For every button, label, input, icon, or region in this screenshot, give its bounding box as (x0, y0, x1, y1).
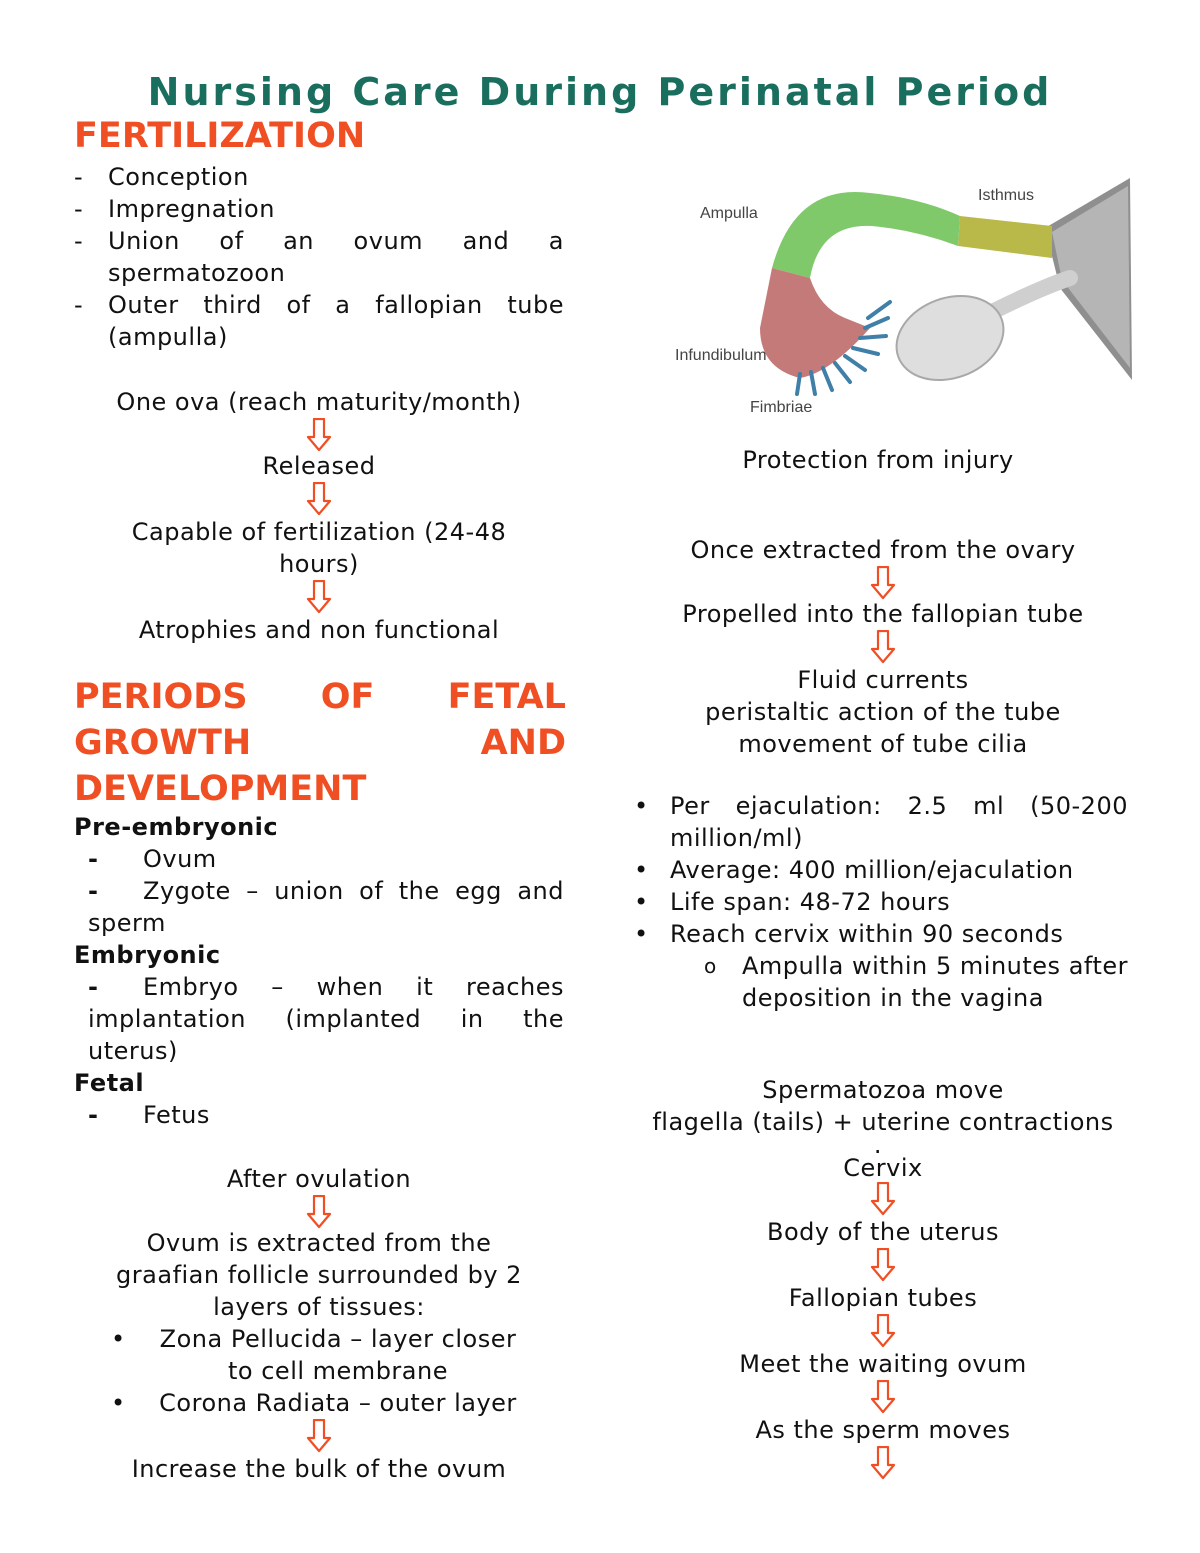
infundibulum-label: Infundibulum (675, 347, 767, 364)
ampulla-segment (772, 192, 960, 278)
flow-step: After ovulation (226, 1165, 412, 1193)
down-arrow-icon (870, 1248, 896, 1282)
list-item: - Union of an ovum and a spermatozoon (74, 225, 564, 289)
down-arrow-icon (306, 482, 332, 516)
flow-step: Increase the bulk of the ovum (131, 1455, 507, 1483)
list-item: • Corona Radiata – outer layer (109, 1387, 529, 1419)
list-item: • Zona Pellucida – layer closer to cell membrane (109, 1323, 529, 1387)
heading-word: OF (320, 677, 375, 717)
flow-step: Meet the waiting ovum (739, 1350, 1027, 1378)
down-arrow-icon (870, 1446, 896, 1480)
list-item: - Impregnation (74, 193, 564, 225)
down-arrow-icon (306, 580, 332, 614)
down-arrow-icon (306, 1195, 332, 1229)
flow-step: Fluid currents (797, 666, 969, 694)
fetus-text: Fetus (143, 1101, 210, 1129)
list-item: - Ovum (88, 845, 217, 873)
layers-list (109, 1323, 529, 1419)
sperm-path-flow (628, 1074, 1138, 1480)
list-item: - Zygote – union of the egg and sperm (88, 877, 564, 937)
down-arrow-icon (306, 418, 332, 452)
ovulation-flow (74, 1163, 564, 1485)
heading-word: FETAL (447, 677, 566, 717)
ovary (885, 282, 1016, 395)
flow-step: One ova (reach maturity/month) (116, 388, 522, 416)
isthmus-segment (958, 216, 1052, 258)
list-item: • Life span: 48-72 hours (632, 886, 1128, 918)
flow-step: Fallopian tubes (788, 1284, 978, 1312)
pre-embryonic-label: Pre-embryonic (74, 813, 279, 841)
isthmus-label: Isthmus (978, 187, 1035, 204)
flow-step: Body of the uterus (767, 1218, 999, 1246)
down-arrow-icon (870, 1314, 896, 1348)
flow-step: As the sperm moves (755, 1416, 1011, 1444)
down-arrow-icon (870, 630, 896, 664)
ovum-text: Ovum (143, 845, 217, 873)
sperm-facts-list (632, 790, 1128, 950)
ova-flow (74, 386, 564, 646)
fimbriae-label: Fimbriae (750, 399, 813, 416)
heading-word: PERIODS (74, 677, 248, 717)
flow-step: movement of tube cilia (738, 730, 1028, 758)
heading-word: AND (480, 723, 566, 763)
ovarian-ligament (990, 278, 1070, 313)
flow-step: Propelled into the fallopian tube (682, 600, 1084, 628)
flow-step: Once extracted from the ovary (690, 536, 1076, 564)
list-item: o Ampulla within 5 minutes after deposition in the vagina (704, 950, 1128, 1014)
flow-step: Atrophies and non functional (138, 616, 500, 644)
embryo-text: Embryo – when it reaches implantation (implanted in the uterus) (88, 973, 564, 1065)
flow-step: Ovum is extracted from the graafian follicle surrounded by 2 layers of tissues: (116, 1229, 522, 1321)
flow-step: Released (262, 452, 376, 480)
heading-line: DEVELOPMENT (74, 769, 367, 809)
heading-word: GROWTH (74, 723, 252, 763)
list-item: • Per ejaculation: 2.5 ml (50-200 million/ml) (632, 790, 1128, 854)
zygote-text: Zygote – union of the egg and sperm (88, 877, 564, 937)
ovary-flow (628, 534, 1138, 760)
list-item: • Average: 400 million/ejaculation (632, 854, 1128, 886)
periods-section (74, 811, 564, 1131)
flow-step: Cervix (843, 1154, 923, 1182)
fallopian-tube-diagram (660, 168, 1140, 428)
down-arrow-icon (870, 1182, 896, 1216)
list-item: - Outer third of a fallopian tube (ampulla) (74, 289, 564, 353)
list-item: - Conception (74, 161, 564, 193)
fetal-label: Fetal (74, 1069, 145, 1097)
flow-step: Capable of fertilization (24-48 hours) (131, 518, 507, 578)
embryonic-label: Embryonic (74, 941, 221, 969)
list-item: • Reach cervix within 90 seconds (632, 918, 1128, 950)
flow-step: Spermatozoa move (762, 1076, 1004, 1104)
list-item: - Embryo – when it reaches implantation (implanted in the uterus) (88, 973, 564, 1065)
ampulla-label: Ampulla (700, 205, 758, 222)
down-arrow-icon (870, 1380, 896, 1414)
fertilization-list (74, 161, 564, 353)
list-item: - Fetus (88, 1101, 210, 1129)
page-title: Nursing Care During Perinatal Period (147, 70, 1053, 114)
down-arrow-icon (870, 566, 896, 600)
periods-heading (74, 674, 566, 812)
fertilization-heading: FERTILIZATION (74, 116, 366, 156)
dot-text: . (873, 1131, 883, 1159)
down-arrow-icon (306, 1419, 332, 1453)
flow-step: peristaltic action of the tube (705, 698, 1061, 726)
flow-step: flagella (tails) + uterine contractions (652, 1108, 1114, 1136)
protection-text: Protection from injury (742, 446, 1014, 474)
sub-bullet-list (704, 950, 1128, 1014)
